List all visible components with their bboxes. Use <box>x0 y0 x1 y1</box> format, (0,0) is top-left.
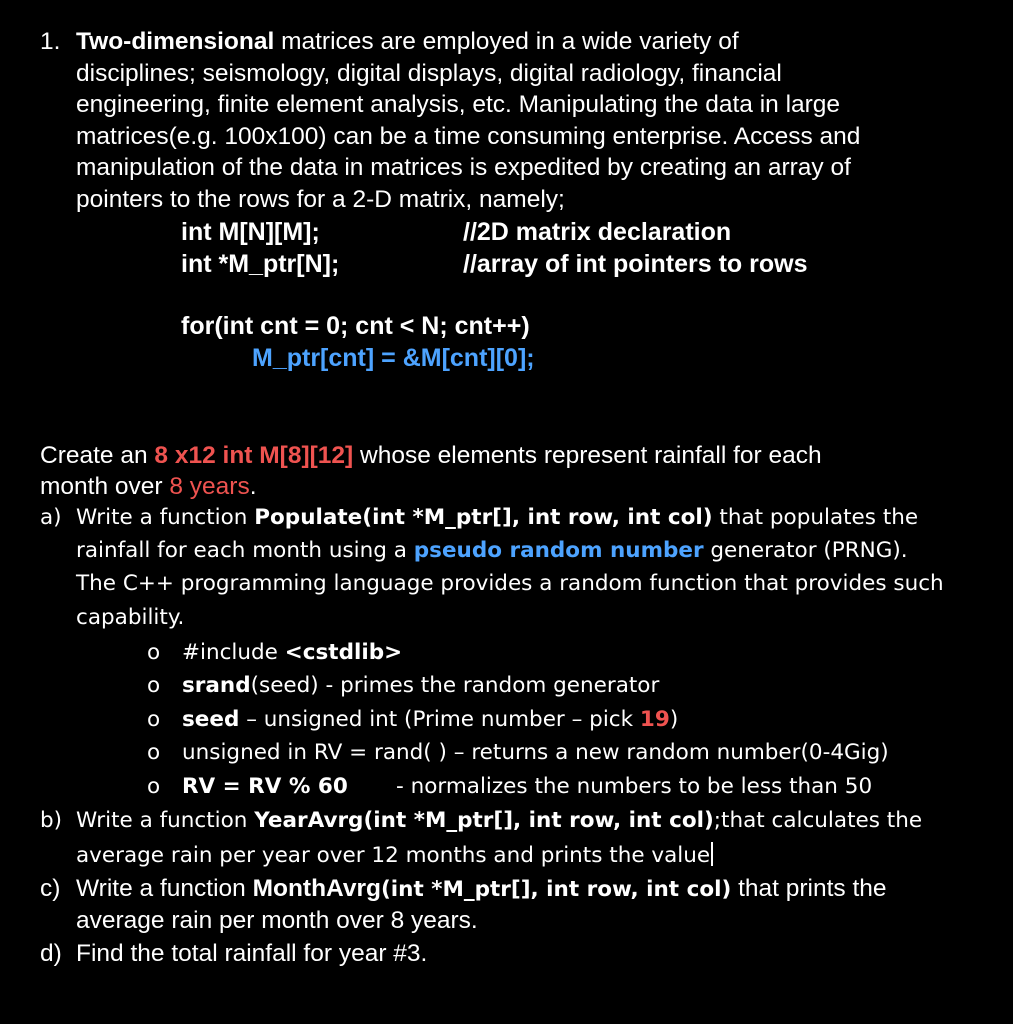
seed-value: 19 <box>639 707 670 732</box>
code-for-loop: for(int cnt = 0; cnt < N; cnt++) <box>181 312 530 340</box>
bullet-marker: o <box>147 640 161 665</box>
monthavrg-name: MonthAvrg <box>252 875 381 902</box>
bullet-modulo-code: RV = RV % 60 <box>182 774 348 799</box>
part-a-line-2: rainfall for each month using a pseudo random number generator (PRNG). <box>76 538 908 563</box>
bullet-include: #include <cstdlib> <box>182 640 403 665</box>
yearavrg-signature: YearAvrg(int *M_ptr[], int row, int col) <box>254 808 714 833</box>
intro-line-3: engineering, finite element analysis, etc. Manipulating the data in large <box>76 91 841 118</box>
part-c-line-2: average rain per month over 8 years. <box>76 907 478 934</box>
part-c-line-1: Write a function MonthAvrg(int *M_ptr[], int row, int col) that prints the <box>76 875 887 902</box>
bullet-marker: o <box>147 707 161 732</box>
intro-line-2: disciplines; seismology, digital displays, digital radiology, financial <box>76 59 782 87</box>
prng-highlight: pseudo random number <box>413 538 704 563</box>
part-d-label: d) <box>40 940 62 967</box>
bullet-rand: unsigned in RV = rand( ) – returns a new random number(0-4Gig) <box>182 740 889 765</box>
code-assign: M_ptr[cnt] = &M[cnt][0]; <box>252 344 535 372</box>
part-b-line-2[interactable]: average rain per year over 12 months and prints the value <box>76 842 713 868</box>
create-line-1: Create an 8 x12 int M[8][12] whose elements represent rainfall for each <box>40 442 822 469</box>
code-comment-1: //2D matrix declaration <box>463 218 732 246</box>
bullet-srand: srand(seed) - primes the random generator <box>182 673 660 698</box>
code-comment-2: //array of int pointers to rows <box>463 250 808 278</box>
part-c-label: c) <box>40 875 61 902</box>
part-a-line-4: capability. <box>76 605 185 630</box>
years-highlight: 8 years <box>169 473 250 500</box>
intro-bold: Two-dimensional <box>76 28 275 55</box>
intro-line-4: matrices(e.g. 100x100) can be a time consuming enterprise. Access and <box>76 122 861 150</box>
part-d-line-1: Find the total rainfall for year #3. <box>76 940 428 967</box>
populate-signature: Populate(int *M_ptr[], int row, int col) <box>254 505 713 530</box>
matrix-dimensions: 8 x12 int M[8][12] <box>154 442 354 469</box>
bullet-marker: o <box>147 774 161 799</box>
part-a-line-3: The C++ programming language provides a random function that provides such <box>76 571 944 596</box>
monthavrg-params: (int *M_ptr[], int row, int col) <box>380 877 732 902</box>
bullet-marker: o <box>147 673 161 698</box>
part-a-line-1: Write a function Populate(int *M_ptr[], int row, int col) that populates the <box>76 505 919 530</box>
code-decl-1: int M[N][M]; <box>181 218 320 246</box>
part-a-label: a) <box>40 505 62 530</box>
intro-line-5: manipulation of the data in matrices is expedited by creating an array of <box>76 154 851 181</box>
code-decl-2: int *M_ptr[N]; <box>181 250 340 278</box>
part-b-label: b) <box>40 808 63 833</box>
bullet-seed: seed – unsigned int (Prime number – pick 19) <box>182 707 679 732</box>
question-number: 1. <box>40 28 61 55</box>
bullet-marker: o <box>147 740 161 765</box>
part-b-line-1: Write a function YearAvrg(int *M_ptr[], int row, int col);that calculates the <box>76 808 923 833</box>
intro-line-1: Two-dimensional matrices are employed in a wide variety of <box>76 28 739 55</box>
create-line-2: month over 8 years. <box>40 473 257 500</box>
intro-line-6: pointers to the rows for a 2-D matrix, namely; <box>76 185 565 213</box>
bullet-modulo-desc: - normalizes the numbers to be less than 50 <box>396 774 873 799</box>
text-cursor <box>711 842 713 866</box>
